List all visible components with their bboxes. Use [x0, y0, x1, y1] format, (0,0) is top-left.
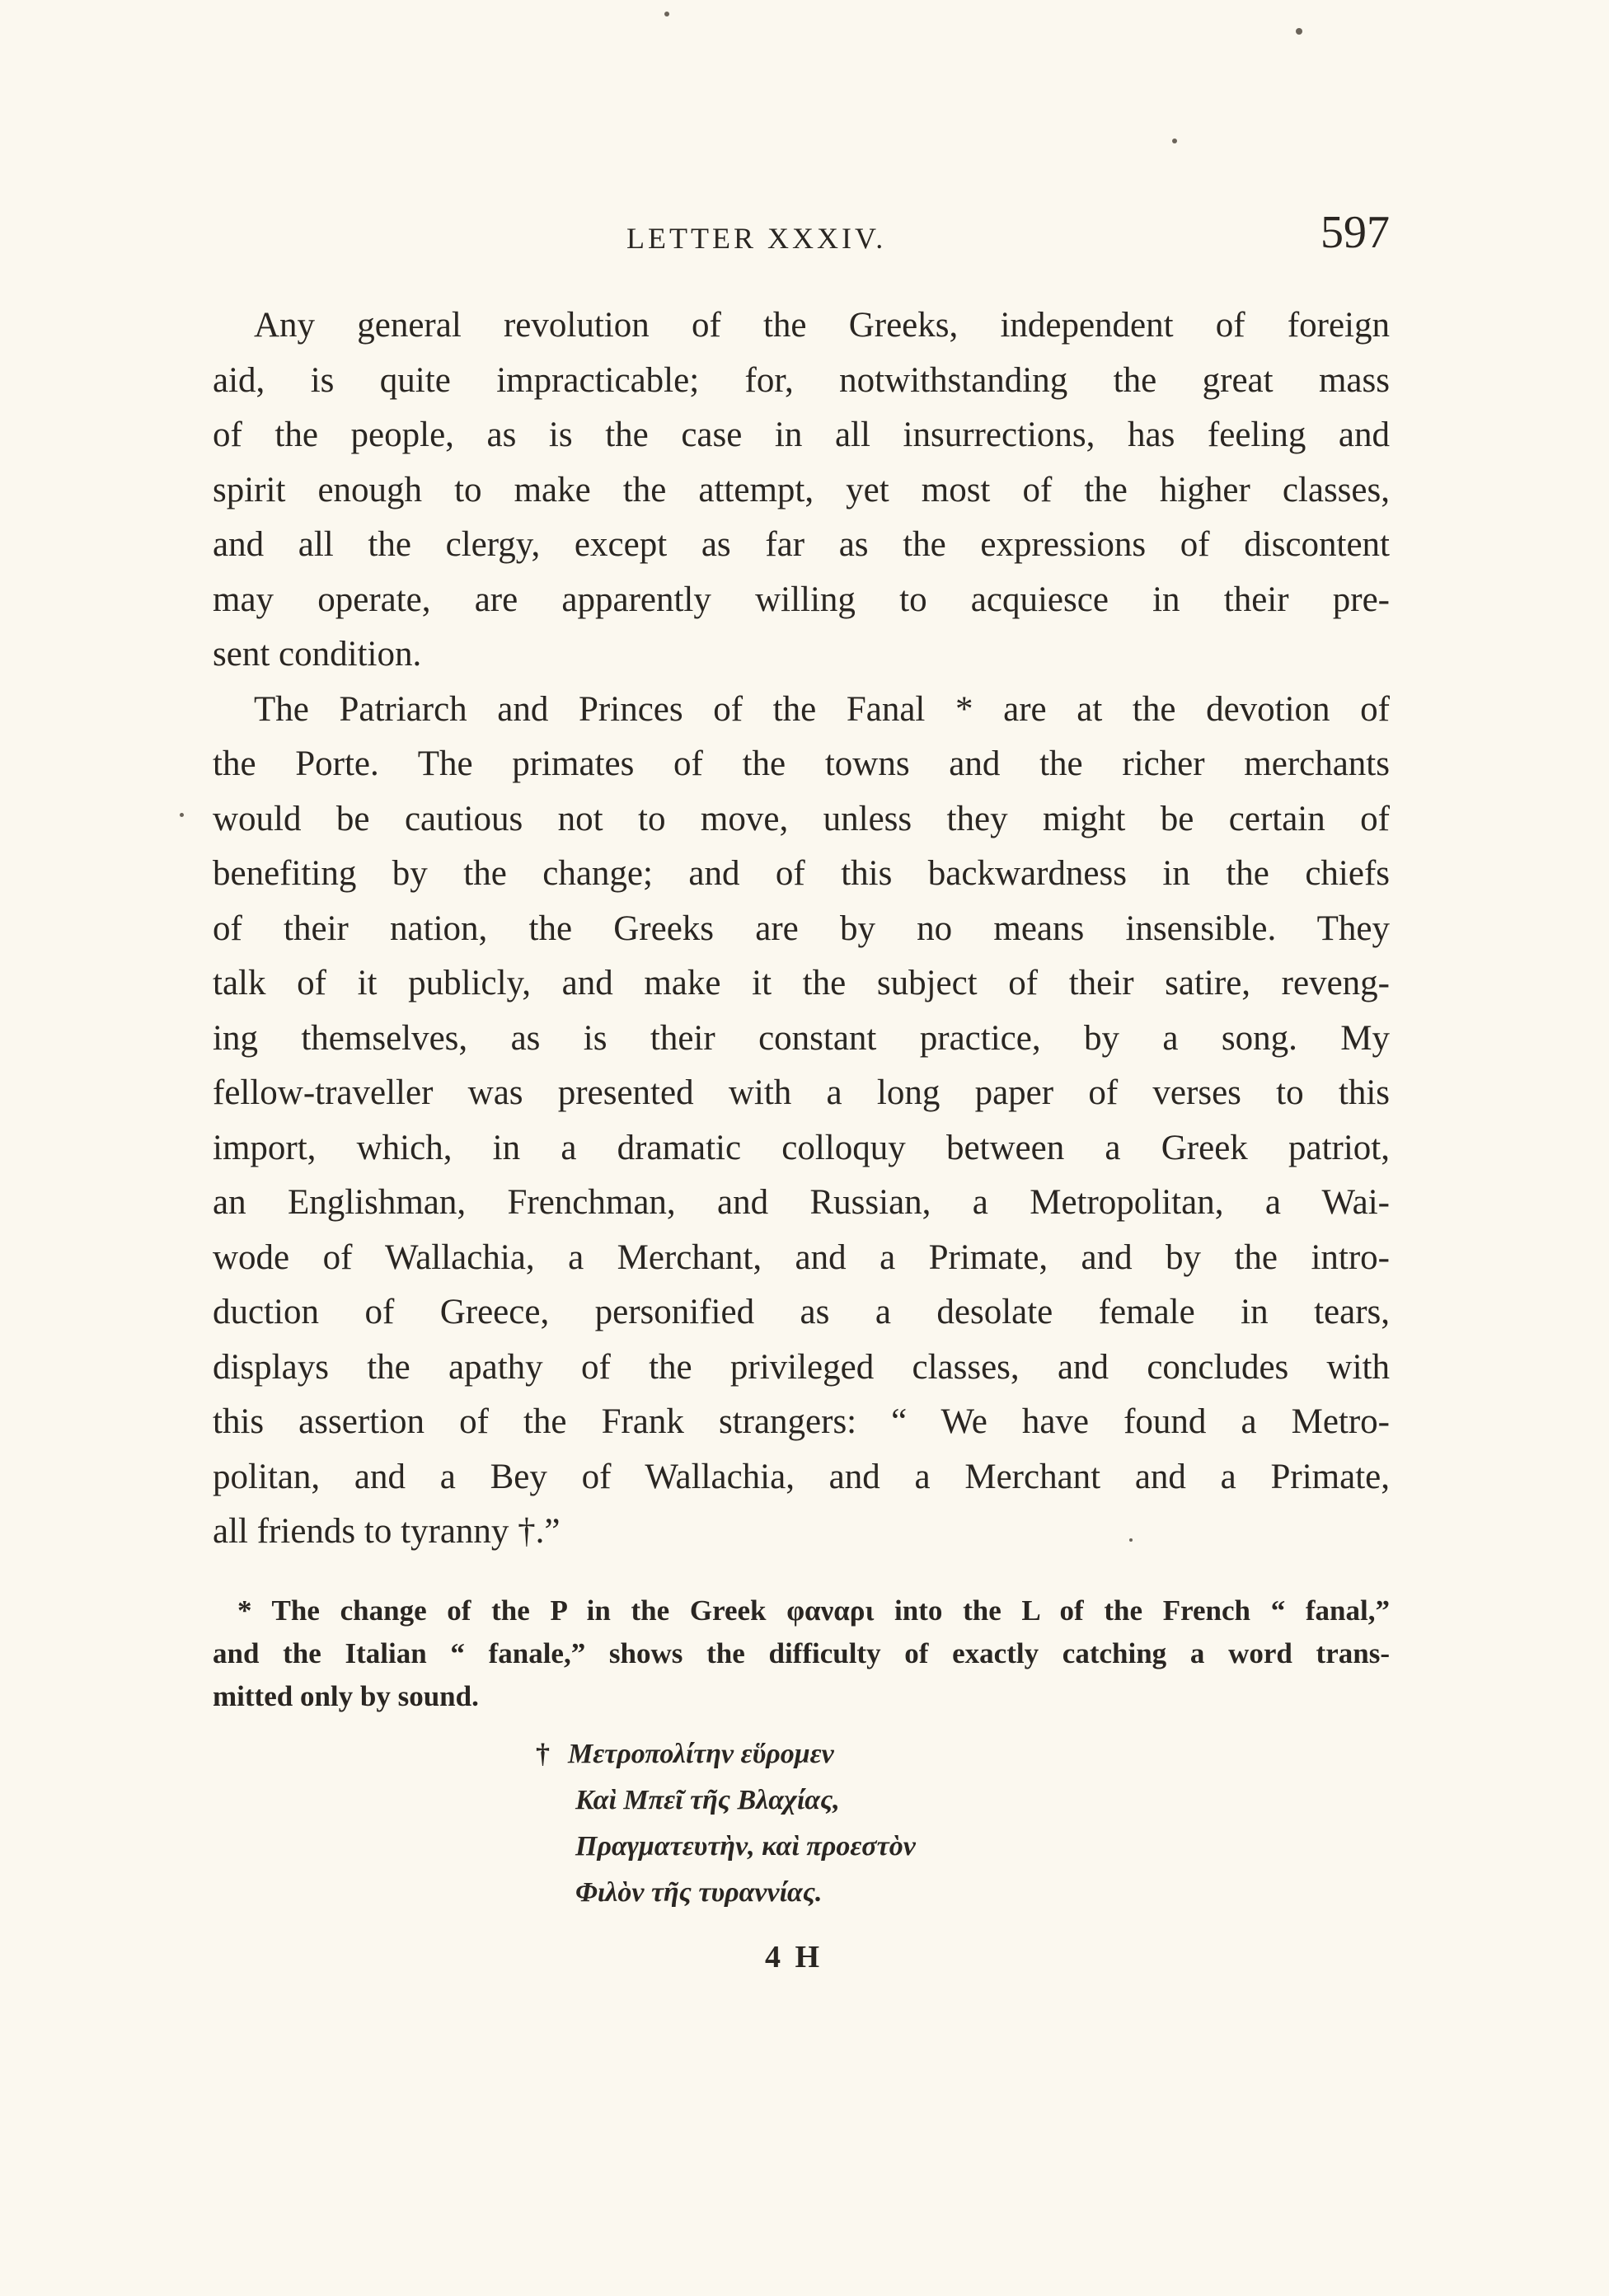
body-text	[213, 298, 1390, 1560]
footnote-line: * The change of the P in the Greek φαναρι into the L of the French “ fanal,”	[237, 1594, 1390, 1627]
body-line: sent condition.	[213, 635, 422, 674]
verse-line: Πραγματευτὴν, καὶ προεστὸν	[575, 1831, 916, 1862]
body-line: The Patriarch and Princes of the Fanal * are at the devotion of	[254, 689, 1390, 729]
body-line: the Porte. The primates of the towns and the richer merchants	[213, 744, 1390, 783]
running-head: LETTER XXXIV.	[626, 222, 887, 255]
verse-line: Καὶ Μπεῖ τῆς Βλαχίας,	[575, 1785, 840, 1815]
verse-line: Φιλὸν τῆς τυραννίας.	[575, 1877, 823, 1908]
paper-speck	[664, 12, 669, 16]
body-line: an Englishman, Frenchman, and Russian, a Metropolitan, a Wai-	[213, 1183, 1390, 1222]
body-line: would be cautious not to move, unless they might be certain of	[213, 799, 1390, 838]
paper-speck	[1296, 28, 1302, 35]
body-line: ing themselves, as is their constant practice, by a song. My	[213, 1018, 1390, 1058]
footnote	[213, 1589, 1390, 1718]
greek-verse	[536, 1731, 1113, 1916]
body-line: aid, is quite impracticable; for, notwithstanding the great mass	[213, 360, 1390, 400]
body-line: of their nation, the Greeks are by no means insensible. They	[213, 909, 1390, 948]
body-line: talk of it publicly, and make it the subject of their satire, reveng-	[213, 964, 1390, 1002]
verse-line-text: Μετροπολίτην εὕρομεν	[568, 1739, 834, 1769]
dagger-mark: †	[536, 1739, 550, 1769]
body-line: wode of Wallachia, a Merchant, and a Primate, and by the intro-	[213, 1237, 1390, 1277]
body-line: politan, and a Bey of Wallachia, and a Merchant and a Primate,	[213, 1457, 1390, 1496]
body-line: import, which, in a dramatic colloquy between a Greek patriot,	[213, 1128, 1390, 1167]
footnote-line: and the Italian “ fanale,” shows the difficulty of exactly catching a word trans-	[213, 1637, 1390, 1669]
footnote-line: mitted only by sound.	[213, 1680, 479, 1712]
body-line: this assertion of the Frank strangers: “ We have found a Metro-	[213, 1402, 1390, 1441]
body-line: spirit enough to make the attempt, yet most of the higher classes,	[213, 470, 1390, 509]
body-line: duction of Greece, personified as a desolate female in tears,	[213, 1293, 1390, 1331]
page-header	[213, 206, 1390, 272]
paper-speck	[180, 813, 184, 817]
body-line: Any general revolution of the Greeks, independent of foreign	[254, 306, 1390, 345]
body-line: may operate, are apparently willing to acquiesce in their pre-	[213, 580, 1390, 619]
page-number: 597	[1321, 207, 1390, 258]
paper-speck	[1172, 139, 1177, 143]
verse-line	[536, 1731, 1113, 1777]
body-line: of the people, as is the case in all insurrections, has feeling and	[213, 416, 1390, 454]
signature-mark: 4 H	[765, 1940, 823, 1974]
body-line: displays the apathy of the privileged classes, and concludes with	[213, 1347, 1390, 1387]
body-line: benefiting by the change; and of this backwardness in the chiefs	[213, 854, 1390, 893]
body-line: fellow-traveller was presented with a long paper of verses to this	[213, 1073, 1390, 1112]
body-line: all friends to tyranny †.”	[213, 1512, 561, 1551]
body-line: and all the clergy, except as far as the expressions of discontent	[213, 525, 1390, 564]
